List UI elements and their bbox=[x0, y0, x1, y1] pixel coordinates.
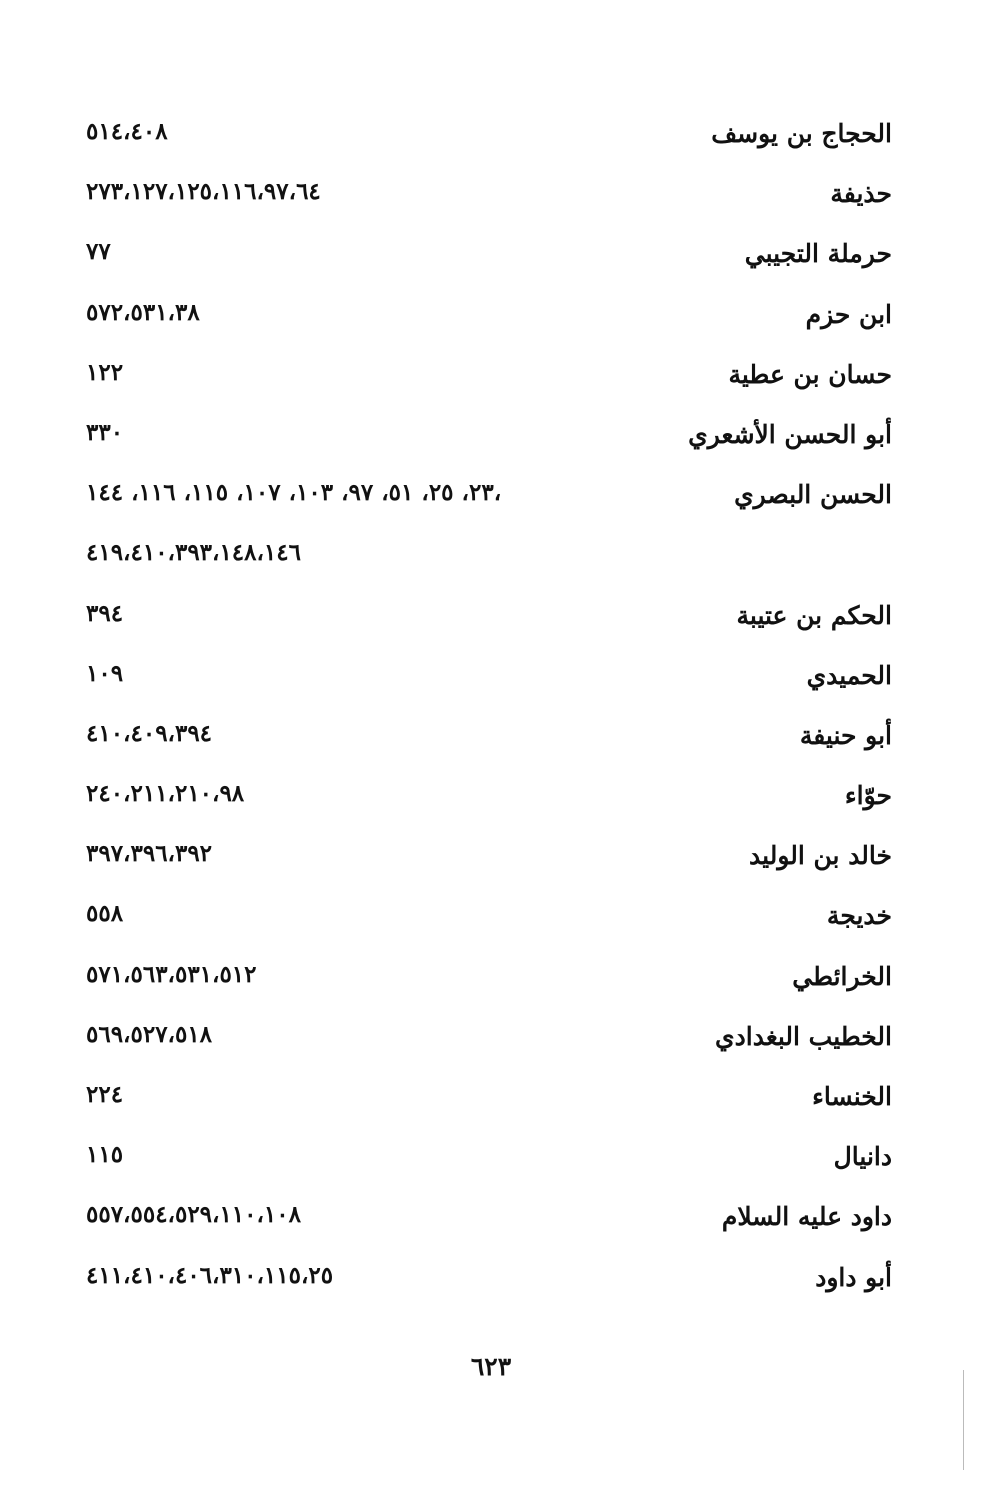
index-entry bbox=[86, 293, 898, 353]
page-references: ٥١٤،٤٠٨ bbox=[86, 118, 168, 145]
person-name: أبو حنيفة bbox=[799, 720, 892, 750]
page-references: ٢٢٤ bbox=[86, 1081, 124, 1108]
index-entry bbox=[86, 774, 898, 834]
index-entry bbox=[86, 955, 898, 1015]
person-name: ابن حزم bbox=[805, 299, 892, 329]
index-entry bbox=[86, 714, 898, 774]
page-references: ٢٣، ٢٥، ٥١، ٩٧، ١٠٣، ١٠٧، ١١٥، ١١٦، ١٤٤، bbox=[86, 479, 502, 507]
index-entry bbox=[86, 1135, 898, 1195]
person-name: حسان بن عطية bbox=[728, 359, 892, 389]
page-number: ٦٢٣ bbox=[470, 1352, 512, 1381]
person-name: حذيفة bbox=[830, 179, 892, 209]
index-entry bbox=[86, 1195, 898, 1255]
page-references: ٣٩٤ bbox=[86, 599, 124, 627]
name-index-list bbox=[86, 112, 898, 1316]
index-entry-continuation bbox=[86, 533, 898, 593]
index-entry bbox=[86, 594, 898, 654]
person-name: الحكم بن عتيبة bbox=[736, 600, 892, 630]
index-entry bbox=[86, 473, 898, 533]
index-entry bbox=[86, 1015, 898, 1075]
page-references: ١١٥ bbox=[86, 1141, 124, 1169]
page-references: ٣٣٠ bbox=[86, 418, 124, 446]
person-name: داود عليه السلام bbox=[721, 1202, 892, 1232]
person-name: الحسن البصري bbox=[734, 480, 892, 510]
index-entry bbox=[86, 1075, 898, 1135]
index-entry bbox=[86, 172, 898, 232]
page-references: ٥٧٢،٥٣١،٣٨ bbox=[86, 298, 200, 326]
page-references: ٢٤٠،٢١١،٢١٠،٩٨ bbox=[86, 780, 245, 808]
page-references: ٥٥٨ bbox=[86, 900, 124, 928]
person-name: خالد بن الوليد bbox=[749, 841, 892, 871]
page-references: ٥٧١،٥٦٣،٥٣١،٥١٢ bbox=[86, 960, 257, 988]
index-entry bbox=[86, 112, 898, 172]
page-references: ٤١١،٤١٠،٤٠٦،٣١٠،١١٥،٢٥ bbox=[86, 1261, 334, 1289]
index-entry bbox=[86, 834, 898, 894]
person-name: الخرائطي bbox=[792, 961, 892, 991]
page-references: ١٠٩ bbox=[86, 659, 124, 687]
page-references: ٥٥٧،٥٥٤،٥٢٩،١١٠،١٠٨ bbox=[86, 1201, 301, 1229]
person-name: أبو الحسن الأشعري bbox=[688, 419, 892, 449]
page-references: ٤١٩،٤١٠،٣٩٣،١٤٨،١٤٦ bbox=[86, 539, 301, 567]
person-name: الحجاج بن يوسف bbox=[711, 119, 892, 148]
person-name: الحميدي bbox=[806, 660, 892, 690]
index-entry bbox=[86, 894, 898, 954]
page-references: ١٢٢ bbox=[86, 358, 124, 386]
page-references: ٣٩٧،٣٩٦،٣٩٢ bbox=[86, 840, 213, 868]
person-name: دانيال bbox=[833, 1142, 892, 1172]
person-name: خديجة bbox=[826, 901, 892, 931]
index-entry bbox=[86, 654, 898, 714]
index-entry bbox=[86, 1256, 898, 1316]
person-name: الخنساء bbox=[812, 1082, 892, 1111]
page-references: ٧٧ bbox=[86, 238, 111, 266]
page-references: ٤١٠،٤٠٩،٣٩٤ bbox=[86, 719, 213, 747]
index-entry bbox=[86, 353, 898, 413]
index-entry bbox=[86, 232, 898, 292]
index-entry bbox=[86, 413, 898, 473]
person-name: الخطيب البغدادي bbox=[715, 1021, 892, 1051]
person-name: حوّاء bbox=[844, 781, 892, 811]
page-references: ٥٦٩،٥٢٧،٥١٨ bbox=[86, 1020, 213, 1048]
scan-edge-line bbox=[963, 1370, 964, 1470]
person-name: حرملة التجيبي bbox=[744, 239, 892, 269]
person-name: أبو داود bbox=[815, 1262, 892, 1292]
page-references: ٢٧٣،١٢٧،١٢٥،١١٦،٩٧،٦٤ bbox=[86, 178, 321, 206]
